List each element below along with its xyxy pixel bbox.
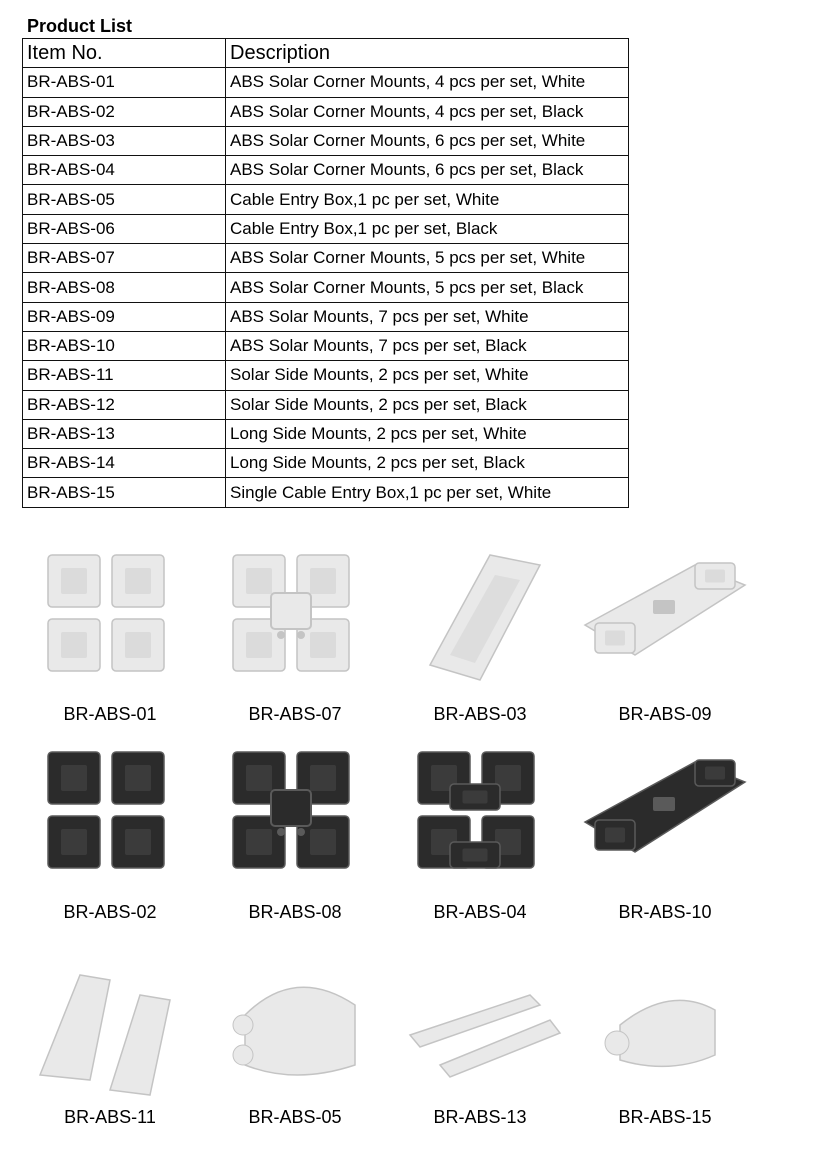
product-caption: BR-ABS-01: [63, 704, 157, 724]
description-cell: ABS Solar Corner Mounts, 5 pcs per set, White: [226, 244, 629, 273]
description-cell: Solar Side Mounts, 2 pcs per set, White: [226, 361, 629, 390]
product-caption: BR-ABS-07: [248, 704, 342, 724]
item-number-cell: BR-ABS-08: [23, 273, 226, 302]
long-corner-mount-set-illustration: [390, 545, 570, 690]
cable-entry-box-illustration: [205, 955, 385, 1100]
description-cell: ABS Solar Corner Mounts, 4 pcs per set, White: [226, 68, 629, 97]
item-number-cell: BR-ABS-03: [23, 126, 226, 155]
description-cell: ABS Solar Corner Mounts, 6 pcs per set, White: [226, 126, 629, 155]
product-image-br-abs-05: [205, 955, 385, 1100]
description-cell: ABS Solar Mounts, 7 pcs per set, White: [226, 302, 629, 331]
product-image-br-abs-15: [575, 955, 755, 1100]
corner-mount-set-6-illustration: [390, 742, 570, 887]
column-header-description: Description: [226, 39, 629, 68]
description-cell: Long Side Mounts, 2 pcs per set, White: [226, 419, 629, 448]
product-image-br-abs-02: [20, 742, 200, 887]
corner-mount-set-with-box-illustration: [205, 545, 385, 690]
item-number-cell: BR-ABS-10: [23, 331, 226, 360]
item-number-cell: BR-ABS-05: [23, 185, 226, 214]
item-number-cell: BR-ABS-06: [23, 214, 226, 243]
product-image-br-abs-11: [20, 955, 200, 1100]
product-image-br-abs-04: [390, 742, 570, 887]
item-number-cell: BR-ABS-09: [23, 302, 226, 331]
product-image-br-abs-10: [575, 742, 755, 887]
description-cell: Long Side Mounts, 2 pcs per set, Black: [226, 449, 629, 478]
item-number-cell: BR-ABS-07: [23, 244, 226, 273]
mount-set-7-illustration: [575, 742, 755, 887]
product-image-br-abs-13: [390, 955, 570, 1100]
description-cell: ABS Solar Corner Mounts, 4 pcs per set, Black: [226, 97, 629, 126]
single-cable-entry-box-illustration: [575, 955, 755, 1100]
description-cell: ABS Solar Corner Mounts, 6 pcs per set, Black: [226, 156, 629, 185]
side-mount-pair-illustration: [20, 955, 200, 1100]
product-caption: BR-ABS-13: [433, 1107, 527, 1127]
description-cell: ABS Solar Mounts, 7 pcs per set, Black: [226, 331, 629, 360]
product-caption: BR-ABS-08: [248, 902, 342, 922]
product-caption: BR-ABS-04: [433, 902, 527, 922]
item-number-cell: BR-ABS-02: [23, 97, 226, 126]
product-image-br-abs-07: [205, 545, 385, 690]
corner-mount-set-illustration: [20, 742, 200, 887]
product-image-br-abs-09: [575, 545, 755, 690]
item-number-cell: BR-ABS-04: [23, 156, 226, 185]
corner-mount-set-with-box-illustration: [205, 742, 385, 887]
item-number-cell: BR-ABS-11: [23, 361, 226, 390]
item-number-cell: BR-ABS-01: [23, 68, 226, 97]
product-caption: BR-ABS-10: [618, 902, 712, 922]
item-number-cell: BR-ABS-12: [23, 390, 226, 419]
column-header-item-no: Item No.: [23, 39, 226, 68]
item-number-cell: BR-ABS-13: [23, 419, 226, 448]
description-cell: Single Cable Entry Box,1 pc per set, White: [226, 478, 629, 507]
corner-mount-set-illustration: [20, 545, 200, 690]
item-number-cell: BR-ABS-15: [23, 478, 226, 507]
product-image-br-abs-08: [205, 742, 385, 887]
product-caption: BR-ABS-15: [618, 1107, 712, 1127]
description-cell: Solar Side Mounts, 2 pcs per set, Black: [226, 390, 629, 419]
page-title: Product List: [27, 16, 133, 36]
description-cell: ABS Solar Corner Mounts, 5 pcs per set, Black: [226, 273, 629, 302]
product-caption: BR-ABS-11: [64, 1107, 156, 1127]
product-caption: BR-ABS-05: [248, 1107, 342, 1127]
product-caption: BR-ABS-02: [63, 902, 157, 922]
product-image-br-abs-01: [20, 545, 200, 690]
description-cell: Cable Entry Box,1 pc per set, Black: [226, 214, 629, 243]
long-side-mount-pair-illustration: [390, 955, 570, 1100]
product-image-br-abs-03: [390, 545, 570, 690]
mount-set-7-illustration: [575, 545, 755, 690]
description-cell: Cable Entry Box,1 pc per set, White: [226, 185, 629, 214]
product-caption: BR-ABS-09: [618, 704, 712, 724]
item-number-cell: BR-ABS-14: [23, 449, 226, 478]
product-caption: BR-ABS-03: [433, 704, 527, 724]
